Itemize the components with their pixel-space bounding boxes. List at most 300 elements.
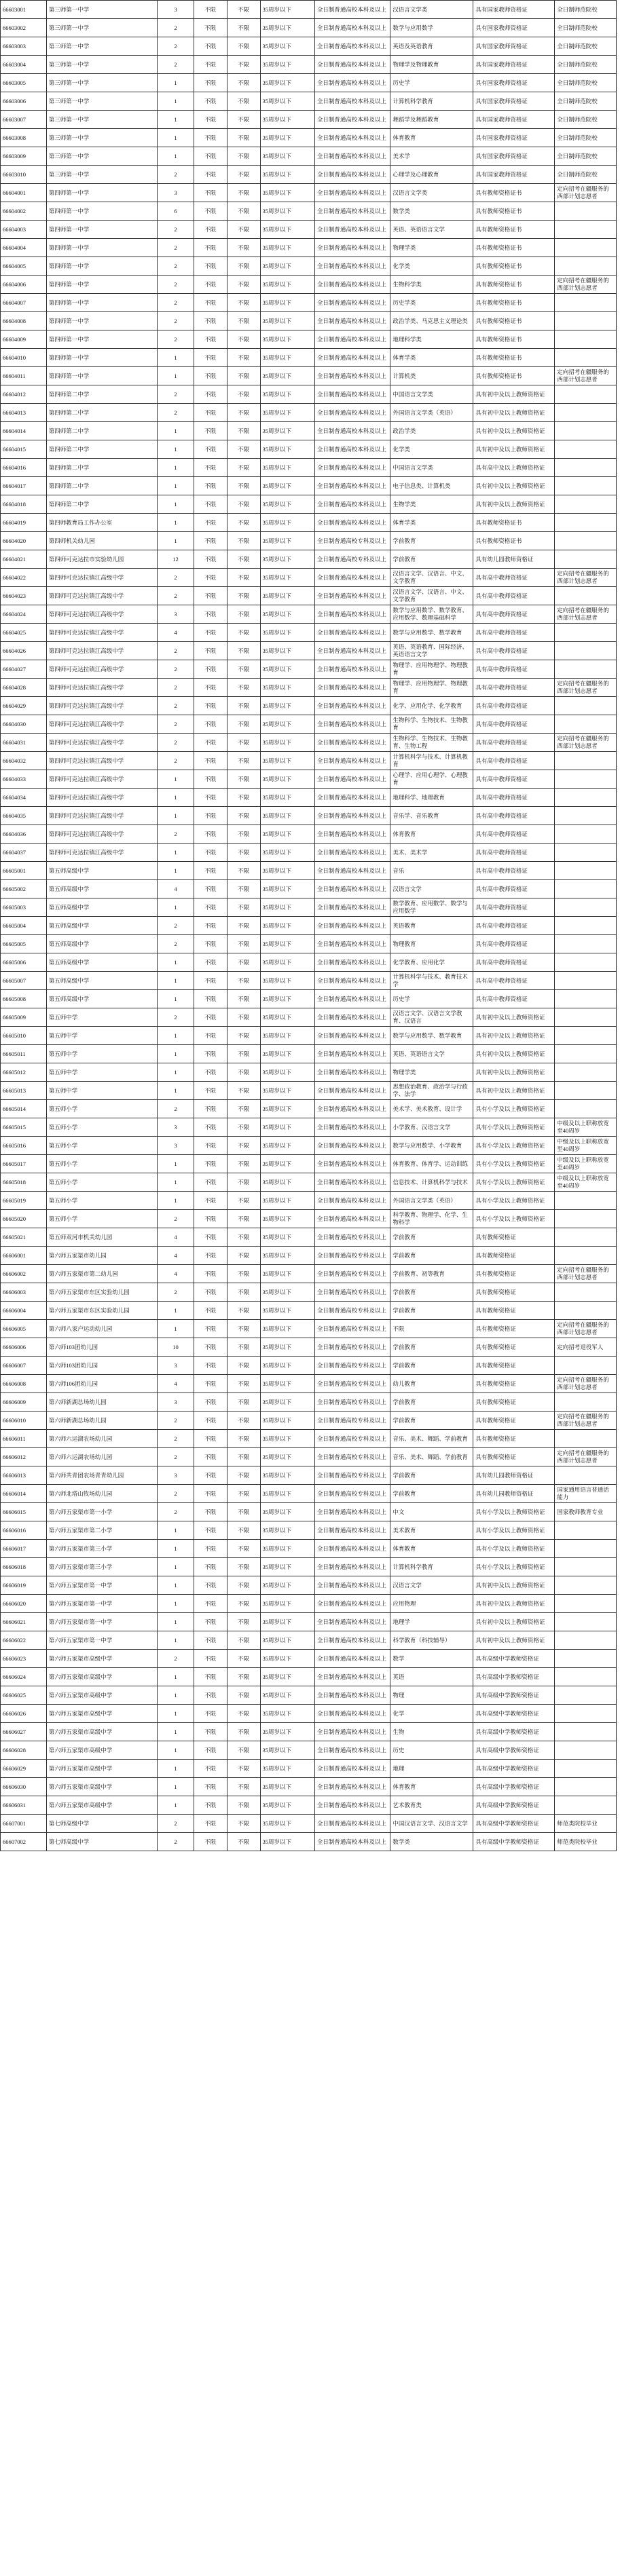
age-cell: 35周岁以下	[260, 440, 314, 459]
age-cell: 35周岁以下	[260, 1430, 314, 1448]
age-cell: 35周岁以下	[260, 1338, 314, 1357]
position-code-cell: 66604021	[1, 550, 47, 569]
note-cell	[555, 294, 617, 312]
table-row	[1, 807, 617, 825]
headcount-cell: 1	[158, 1668, 194, 1686]
position-code-cell: 66606002	[1, 1265, 47, 1283]
education-cell: 全日制普通高校本科及以上	[314, 1521, 390, 1540]
headcount-cell: 2	[158, 1430, 194, 1448]
headcount-cell: 4	[158, 1247, 194, 1265]
note-cell: 国家通用语言普通话能力	[555, 1485, 617, 1503]
headcount-cell: 1	[158, 1760, 194, 1778]
age-cell: 35周岁以下	[260, 184, 314, 202]
gender-cell: 不限	[227, 1760, 260, 1778]
requirement-cell: 具有教师资格证书	[473, 349, 555, 367]
unit-cell: 第六师五家渠市高级中学	[46, 1778, 158, 1796]
gender-cell: 不限	[227, 459, 260, 477]
age-cell: 35周岁以下	[260, 844, 314, 862]
unit-cell: 第三师第一中学	[46, 1, 158, 19]
table-row	[1, 1650, 617, 1668]
table-row	[1, 1741, 617, 1760]
position-code-cell: 66605002	[1, 880, 47, 898]
requirement-cell: 具有初中及以上教师资格证	[473, 1082, 555, 1100]
ethnicity-cell: 不限	[194, 660, 227, 679]
major-cell: 外国语言文学类（英语）	[390, 404, 473, 422]
requirement-cell: 具有初中及以上教师资格证	[473, 385, 555, 404]
education-cell: 全日制普通高校本科及以上	[314, 477, 390, 495]
unit-cell: 第六师五家渠市第二小学	[46, 1521, 158, 1540]
major-cell: 外国语言文学类（英语）	[390, 1192, 473, 1210]
note-cell: 定向招考在疆服务的西部计划志愿者	[555, 367, 617, 385]
unit-cell: 第五师中学	[46, 1082, 158, 1100]
note-cell: 定向招考在疆服务的西部计划志愿者	[555, 1375, 617, 1393]
ethnicity-cell: 不限	[194, 1247, 227, 1265]
ethnicity-cell: 不限	[194, 550, 227, 569]
requirement-cell: 具有高中教师资格证	[473, 697, 555, 715]
major-cell: 学前教育	[390, 1247, 473, 1265]
note-cell	[555, 1741, 617, 1760]
unit-cell: 第五师中学	[46, 1008, 158, 1027]
requirement-cell: 具有高级中学教师资格证	[473, 1778, 555, 1796]
position-code-cell: 66603005	[1, 74, 47, 92]
headcount-cell: 2	[158, 569, 194, 587]
note-cell	[555, 1466, 617, 1485]
requirement-cell: 具有高中教师资格证	[473, 862, 555, 880]
note-cell	[555, 1027, 617, 1045]
education-cell: 全日制普通高校本科及以上	[314, 129, 390, 147]
note-cell: 定向招考在疆服务的西部计划志愿者	[555, 184, 617, 202]
position-code-cell: 66605009	[1, 1008, 47, 1027]
position-code-cell: 66604022	[1, 569, 47, 587]
requirement-cell: 具有初中及以上教师资格证	[473, 1631, 555, 1650]
requirement-cell: 具有小学及以上教师资格证	[473, 1540, 555, 1558]
ethnicity-cell: 不限	[194, 312, 227, 330]
age-cell: 35周岁以下	[260, 257, 314, 276]
gender-cell: 不限	[227, 1338, 260, 1357]
requirement-cell: 具有高级中学教师资格证	[473, 1723, 555, 1741]
gender-cell: 不限	[227, 1595, 260, 1613]
gender-cell: 不限	[227, 166, 260, 184]
requirement-cell: 具有教师资格证	[473, 1228, 555, 1247]
requirement-cell: 具有国家教师资格证	[473, 92, 555, 111]
requirement-cell: 具有教师资格证书	[473, 276, 555, 294]
age-cell: 35周岁以下	[260, 605, 314, 624]
table-row	[1, 1668, 617, 1686]
unit-cell: 第六师五家渠市第一中学	[46, 1595, 158, 1613]
education-cell: 全日制普通高校专科及以上	[314, 1302, 390, 1320]
note-cell	[555, 880, 617, 898]
headcount-cell: 2	[158, 19, 194, 37]
headcount-cell: 1	[158, 514, 194, 532]
position-code-cell: 66604027	[1, 660, 47, 679]
major-cell: 美术、美术学	[390, 844, 473, 862]
major-cell: 音乐、美术、舞蹈、学前教育	[390, 1430, 473, 1448]
position-code-cell: 66604035	[1, 807, 47, 825]
unit-cell: 第六师103团幼儿园	[46, 1357, 158, 1375]
age-cell: 35周岁以下	[260, 92, 314, 111]
table-row	[1, 1686, 617, 1705]
note-cell	[555, 807, 617, 825]
headcount-cell: 10	[158, 1338, 194, 1357]
headcount-cell: 1	[158, 1302, 194, 1320]
table-row	[1, 312, 617, 330]
gender-cell: 不限	[227, 1228, 260, 1247]
position-code-cell: 66604003	[1, 221, 47, 239]
position-code-cell: 66606024	[1, 1668, 47, 1686]
unit-cell: 第六师103团幼儿园	[46, 1338, 158, 1357]
requirement-cell: 具有教师资格证书	[473, 221, 555, 239]
note-cell	[555, 953, 617, 972]
age-cell: 35周岁以下	[260, 19, 314, 37]
requirement-cell: 具有教师资格证	[473, 1265, 555, 1283]
ethnicity-cell: 不限	[194, 1503, 227, 1521]
ethnicity-cell: 不限	[194, 587, 227, 605]
headcount-cell: 2	[158, 1503, 194, 1521]
unit-cell: 第四师可克达拉镇江高级中学	[46, 844, 158, 862]
unit-cell: 第六师八家户运动幼儿园	[46, 1320, 158, 1338]
age-cell: 35周岁以下	[260, 1393, 314, 1412]
requirement-cell: 具有教师资格证书	[473, 239, 555, 257]
unit-cell: 第四师第二中学	[46, 404, 158, 422]
headcount-cell: 3	[158, 1, 194, 19]
headcount-cell: 2	[158, 37, 194, 56]
table-row	[1, 770, 617, 789]
position-code-cell: 66604011	[1, 367, 47, 385]
headcount-cell: 1	[158, 1045, 194, 1063]
gender-cell: 不限	[227, 789, 260, 807]
age-cell: 35周岁以下	[260, 385, 314, 404]
note-cell	[555, 404, 617, 422]
position-code-cell: 66603009	[1, 147, 47, 166]
age-cell: 35周岁以下	[260, 1137, 314, 1155]
unit-cell: 第四师第二中学	[46, 495, 158, 514]
position-code-cell: 66604010	[1, 349, 47, 367]
unit-cell: 第三师第一中学	[46, 74, 158, 92]
education-cell: 全日制普通高校本科及以上	[314, 825, 390, 844]
table-row	[1, 1357, 617, 1375]
education-cell: 全日制普通高校本科及以上	[314, 1595, 390, 1613]
age-cell: 35周岁以下	[260, 1100, 314, 1118]
education-cell: 全日制普通高校专科及以上	[314, 1320, 390, 1338]
education-cell: 全日制普通高校本科及以上	[314, 221, 390, 239]
age-cell: 35周岁以下	[260, 495, 314, 514]
major-cell: 中国语言文学类	[390, 385, 473, 404]
major-cell: 汉语言文学、汉语言、中文、文学教育	[390, 587, 473, 605]
unit-cell: 第五师双河市机关幼儿园	[46, 1228, 158, 1247]
gender-cell: 不限	[227, 1540, 260, 1558]
position-code-cell: 66605012	[1, 1063, 47, 1082]
ethnicity-cell: 不限	[194, 1466, 227, 1485]
unit-cell: 第四师可克达拉镇江高级中学	[46, 587, 158, 605]
age-cell: 35周岁以下	[260, 1815, 314, 1833]
table-row	[1, 1283, 617, 1302]
education-cell: 全日制普通高校本科及以上	[314, 1631, 390, 1650]
table-row	[1, 92, 617, 111]
unit-cell: 第五师中学	[46, 1063, 158, 1082]
table-row	[1, 477, 617, 495]
age-cell: 35周岁以下	[260, 898, 314, 917]
age-cell: 35周岁以下	[260, 550, 314, 569]
gender-cell: 不限	[227, 477, 260, 495]
unit-cell: 第五师高级中学	[46, 972, 158, 990]
position-code-cell: 66604023	[1, 587, 47, 605]
ethnicity-cell: 不限	[194, 1595, 227, 1613]
ethnicity-cell: 不限	[194, 935, 227, 953]
table-row	[1, 1485, 617, 1503]
headcount-cell: 1	[158, 440, 194, 459]
note-cell	[555, 440, 617, 459]
table-row	[1, 605, 617, 624]
ethnicity-cell: 不限	[194, 1778, 227, 1796]
unit-cell: 第四师教育局工作办公室	[46, 514, 158, 532]
unit-cell: 第四师可克达拉镇江高级中学	[46, 734, 158, 752]
note-cell	[555, 697, 617, 715]
headcount-cell: 2	[158, 587, 194, 605]
gender-cell: 不限	[227, 880, 260, 898]
age-cell: 35周岁以下	[260, 404, 314, 422]
ethnicity-cell: 不限	[194, 1741, 227, 1760]
ethnicity-cell: 不限	[194, 1228, 227, 1247]
age-cell: 35周岁以下	[260, 1008, 314, 1027]
gender-cell: 不限	[227, 862, 260, 880]
headcount-cell: 2	[158, 1815, 194, 1833]
position-code-cell: 66606030	[1, 1778, 47, 1796]
age-cell: 35周岁以下	[260, 349, 314, 367]
gender-cell: 不限	[227, 752, 260, 770]
note-cell	[555, 770, 617, 789]
headcount-cell: 2	[158, 1448, 194, 1466]
gender-cell: 不限	[227, 990, 260, 1008]
education-cell: 全日制普通高校本科及以上	[314, 74, 390, 92]
headcount-cell: 4	[158, 1375, 194, 1393]
ethnicity-cell: 不限	[194, 715, 227, 734]
table-row	[1, 825, 617, 844]
major-cell: 学前教育、初等教育	[390, 1265, 473, 1283]
note-cell: 全日制师范院校	[555, 37, 617, 56]
headcount-cell: 2	[158, 1833, 194, 1851]
gender-cell: 不限	[227, 202, 260, 221]
table-row	[1, 1100, 617, 1118]
note-cell: 定向招考在疆服务的西部计划志愿者	[555, 569, 617, 587]
unit-cell: 第六师五家渠市高级中学	[46, 1723, 158, 1741]
major-cell: 幼儿教育	[390, 1375, 473, 1393]
ethnicity-cell: 不限	[194, 56, 227, 74]
ethnicity-cell: 不限	[194, 367, 227, 385]
headcount-cell: 4	[158, 1228, 194, 1247]
table-row	[1, 404, 617, 422]
education-cell: 全日制普通高校本科及以上	[314, 624, 390, 642]
position-code-cell: 66604036	[1, 825, 47, 844]
headcount-cell: 1	[158, 129, 194, 147]
age-cell: 35周岁以下	[260, 37, 314, 56]
table-row	[1, 349, 617, 367]
gender-cell: 不限	[227, 1247, 260, 1265]
education-cell: 全日制普通高校本科及以上	[314, 679, 390, 697]
table-row	[1, 1137, 617, 1155]
gender-cell: 不限	[227, 1283, 260, 1302]
gender-cell: 不限	[227, 770, 260, 789]
note-cell: 全日制师范院校	[555, 74, 617, 92]
table-row	[1, 1503, 617, 1521]
table-row	[1, 111, 617, 129]
ethnicity-cell: 不限	[194, 1210, 227, 1228]
ethnicity-cell: 不限	[194, 1833, 227, 1851]
position-code-cell: 66604031	[1, 734, 47, 752]
gender-cell: 不限	[227, 1210, 260, 1228]
gender-cell: 不限	[227, 660, 260, 679]
ethnicity-cell: 不限	[194, 349, 227, 367]
unit-cell: 第六师五家渠市高级中学	[46, 1796, 158, 1815]
note-cell: 定向招考在疆服务的西部计划志愿者	[555, 1412, 617, 1430]
note-cell	[555, 221, 617, 239]
ethnicity-cell: 不限	[194, 1173, 227, 1192]
note-cell	[555, 1558, 617, 1576]
note-cell: 全日制师范院校	[555, 19, 617, 37]
requirement-cell: 具有教师资格证	[473, 1430, 555, 1448]
requirement-cell: 具有教师资格证书	[473, 312, 555, 330]
major-cell: 学前教育	[390, 1485, 473, 1503]
headcount-cell: 2	[158, 752, 194, 770]
unit-cell: 第六师五家渠市第一中学	[46, 1613, 158, 1631]
requirement-cell: 具有高中教师资格证	[473, 844, 555, 862]
major-cell: 历史学类	[390, 294, 473, 312]
age-cell: 35周岁以下	[260, 532, 314, 550]
position-code-cell: 66606016	[1, 1521, 47, 1540]
ethnicity-cell: 不限	[194, 1815, 227, 1833]
education-cell: 全日制普通高校专科及以上	[314, 532, 390, 550]
unit-cell: 第三师第一中学	[46, 37, 158, 56]
gender-cell: 不限	[227, 1045, 260, 1063]
table-row	[1, 221, 617, 239]
headcount-cell: 1	[158, 459, 194, 477]
major-cell: 物理学、应用物理学、物理教育	[390, 660, 473, 679]
major-cell: 政治学类	[390, 422, 473, 440]
unit-cell: 第五师高级中学	[46, 990, 158, 1008]
position-code-cell: 66606009	[1, 1393, 47, 1412]
unit-cell: 第三师第一中学	[46, 129, 158, 147]
table-row	[1, 715, 617, 734]
education-cell: 全日制普通高校本科及以上	[314, 844, 390, 862]
age-cell: 35周岁以下	[260, 1650, 314, 1668]
ethnicity-cell: 不限	[194, 642, 227, 660]
ethnicity-cell: 不限	[194, 495, 227, 514]
note-cell: 定向招考退役军人	[555, 1338, 617, 1357]
table-row	[1, 1320, 617, 1338]
age-cell: 35周岁以下	[260, 1540, 314, 1558]
requirement-cell: 具有初中及以上教师资格证	[473, 1027, 555, 1045]
gender-cell: 不限	[227, 276, 260, 294]
unit-cell: 第六师五家渠市第一小学	[46, 1503, 158, 1521]
major-cell: 物理学、应用物理学、物理教育	[390, 679, 473, 697]
requirement-cell: 具有小学及以上教师资格证	[473, 1192, 555, 1210]
major-cell: 学前教育	[390, 1283, 473, 1302]
major-cell: 学前教育	[390, 1302, 473, 1320]
note-cell	[555, 477, 617, 495]
age-cell: 35周岁以下	[260, 129, 314, 147]
position-code-cell: 66605021	[1, 1228, 47, 1247]
major-cell: 学前教育	[390, 550, 473, 569]
headcount-cell: 1	[158, 1613, 194, 1631]
requirement-cell: 具有高级中学教师资格证	[473, 1815, 555, 1833]
unit-cell: 第四师可克达拉镇江高级中学	[46, 770, 158, 789]
age-cell: 35周岁以下	[260, 1833, 314, 1851]
position-code-cell: 66606019	[1, 1576, 47, 1595]
headcount-cell: 2	[158, 1485, 194, 1503]
age-cell: 35周岁以下	[260, 1723, 314, 1741]
major-cell: 体育教育	[390, 825, 473, 844]
note-cell	[555, 1283, 617, 1302]
gender-cell: 不限	[227, 624, 260, 642]
unit-cell: 第六师五家渠市高级中学	[46, 1650, 158, 1668]
headcount-cell: 1	[158, 1521, 194, 1540]
gender-cell: 不限	[227, 56, 260, 74]
gender-cell: 不限	[227, 1302, 260, 1320]
ethnicity-cell: 不限	[194, 898, 227, 917]
education-cell: 全日制普通高校本科及以上	[314, 1686, 390, 1705]
ethnicity-cell: 不限	[194, 1796, 227, 1815]
age-cell: 35周岁以下	[260, 1375, 314, 1393]
table-row	[1, 1302, 617, 1320]
gender-cell: 不限	[227, 294, 260, 312]
ethnicity-cell: 不限	[194, 862, 227, 880]
headcount-cell: 3	[158, 605, 194, 624]
headcount-cell: 2	[158, 715, 194, 734]
ethnicity-cell: 不限	[194, 990, 227, 1008]
position-code-cell: 66603008	[1, 129, 47, 147]
note-cell: 全日制师范院校	[555, 129, 617, 147]
education-cell: 全日制普通高校本科及以上	[314, 312, 390, 330]
position-code-cell: 66605001	[1, 862, 47, 880]
unit-cell: 第三师第一中学	[46, 92, 158, 111]
major-cell: 信息技术、计算机科学与技术	[390, 1173, 473, 1192]
gender-cell: 不限	[227, 1503, 260, 1521]
table-row	[1, 642, 617, 660]
age-cell: 35周岁以下	[260, 1265, 314, 1283]
gender-cell: 不限	[227, 1796, 260, 1815]
major-cell: 计算机科学与技术、计算机教育	[390, 752, 473, 770]
requirement-cell: 具有高中教师资格证	[473, 880, 555, 898]
requirement-cell: 具有初中及以上教师资格证	[473, 404, 555, 422]
gender-cell: 不限	[227, 1613, 260, 1631]
position-code-cell: 66605006	[1, 953, 47, 972]
ethnicity-cell: 不限	[194, 844, 227, 862]
unit-cell: 第四师可克达拉镇江高级中学	[46, 569, 158, 587]
education-cell: 全日制普通高校本科及以上	[314, 587, 390, 605]
headcount-cell: 1	[158, 1155, 194, 1173]
education-cell: 全日制普通高校本科及以上	[314, 770, 390, 789]
ethnicity-cell: 不限	[194, 1760, 227, 1778]
major-cell: 舞蹈学及舞蹈教育	[390, 111, 473, 129]
table-row	[1, 367, 617, 385]
table-row	[1, 1045, 617, 1063]
requirement-cell: 具有高中教师资格证	[473, 825, 555, 844]
requirement-cell: 具有幼儿园教师资格证	[473, 550, 555, 569]
age-cell: 35周岁以下	[260, 367, 314, 385]
gender-cell: 不限	[227, 587, 260, 605]
table-row	[1, 1558, 617, 1576]
gender-cell: 不限	[227, 1448, 260, 1466]
gender-cell: 不限	[227, 1705, 260, 1723]
position-code-cell: 66607001	[1, 1815, 47, 1833]
headcount-cell: 1	[158, 1796, 194, 1815]
unit-cell: 第六师五家渠市东区实验幼儿园	[46, 1283, 158, 1302]
unit-cell: 第五师高级中学	[46, 898, 158, 917]
ethnicity-cell: 不限	[194, 1008, 227, 1027]
table-row	[1, 1466, 617, 1485]
education-cell: 全日制普通高校本科及以上	[314, 1137, 390, 1155]
table-row	[1, 1008, 617, 1027]
education-cell: 全日制普通高校专科及以上	[314, 550, 390, 569]
